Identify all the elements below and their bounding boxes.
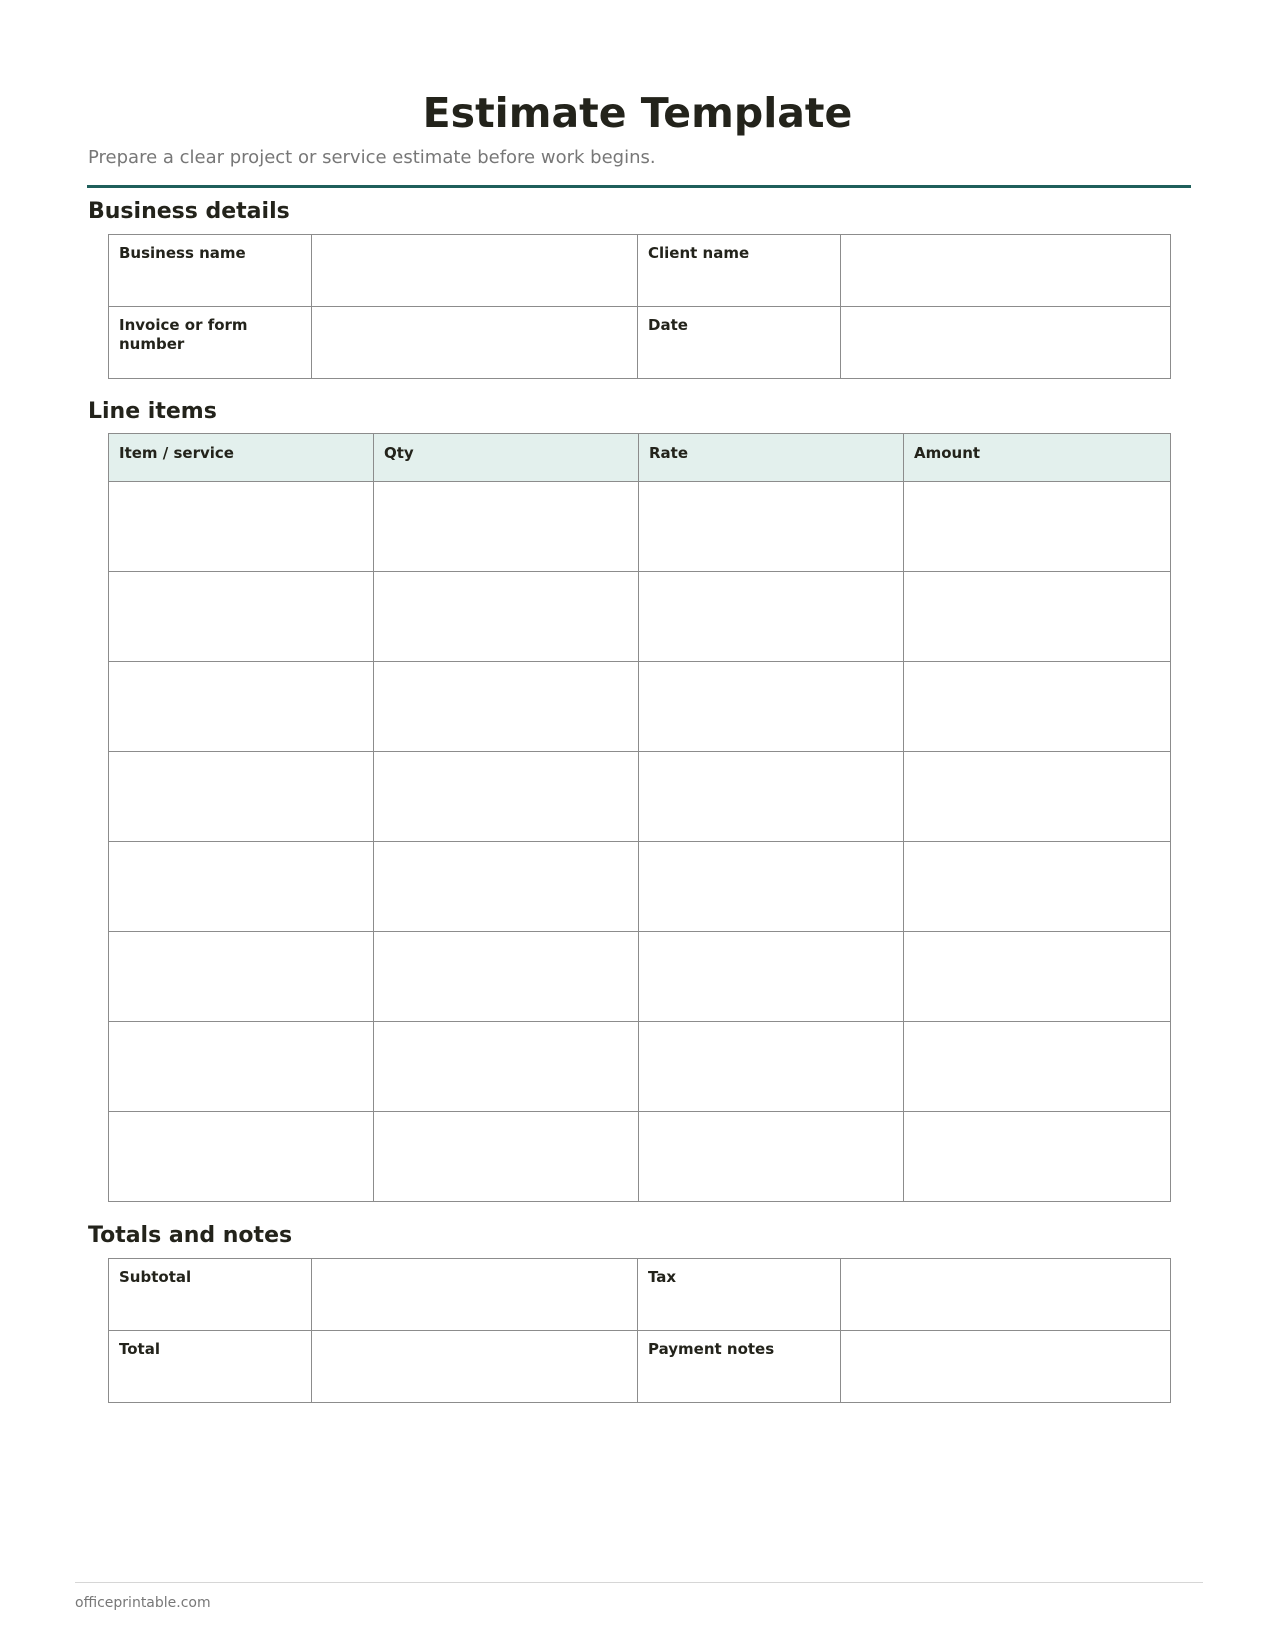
totals-table bbox=[108, 1258, 1171, 1403]
business-name-label: Business name bbox=[109, 235, 312, 307]
column-header-amount: Amount bbox=[904, 434, 1171, 482]
business-name-field[interactable] bbox=[312, 235, 638, 307]
title-divider bbox=[87, 185, 1191, 188]
item-cell[interactable] bbox=[109, 1112, 374, 1202]
line-items-table bbox=[108, 433, 1171, 1202]
qty-cell[interactable] bbox=[374, 572, 639, 662]
column-header-item: Item / service bbox=[109, 434, 374, 482]
rate-cell[interactable] bbox=[639, 752, 904, 842]
amount-cell[interactable] bbox=[904, 842, 1171, 932]
total-label: Total bbox=[109, 1331, 312, 1403]
amount-cell[interactable] bbox=[904, 752, 1171, 842]
qty-cell[interactable] bbox=[374, 932, 639, 1022]
qty-cell[interactable] bbox=[374, 1022, 639, 1112]
table-row bbox=[109, 662, 1171, 752]
footer-divider bbox=[75, 1582, 1203, 1583]
client-name-label: Client name bbox=[638, 235, 841, 307]
totals-row bbox=[109, 1259, 1171, 1331]
subtotal-field[interactable] bbox=[312, 1259, 638, 1331]
subtotal-label: Subtotal bbox=[109, 1259, 312, 1331]
rate-cell[interactable] bbox=[639, 1022, 904, 1112]
line-items-header-row bbox=[109, 434, 1171, 482]
line-items-heading: Line items bbox=[88, 399, 217, 424]
amount-cell[interactable] bbox=[904, 1022, 1171, 1112]
invoice-number-field[interactable] bbox=[312, 307, 638, 379]
table-row bbox=[109, 842, 1171, 932]
qty-cell[interactable] bbox=[374, 752, 639, 842]
item-cell[interactable] bbox=[109, 572, 374, 662]
item-cell[interactable] bbox=[109, 932, 374, 1022]
amount-cell[interactable] bbox=[904, 572, 1171, 662]
rate-cell[interactable] bbox=[639, 842, 904, 932]
totals-heading: Totals and notes bbox=[88, 1223, 293, 1248]
total-field[interactable] bbox=[312, 1331, 638, 1403]
column-header-rate: Rate bbox=[639, 434, 904, 482]
page-subtitle: Prepare a clear project or service estimate before work begins. bbox=[88, 147, 656, 168]
business-details-table bbox=[108, 234, 1171, 379]
item-cell[interactable] bbox=[109, 482, 374, 572]
item-cell[interactable] bbox=[109, 662, 374, 752]
date-field[interactable] bbox=[841, 307, 1171, 379]
table-row bbox=[109, 1022, 1171, 1112]
tax-field[interactable] bbox=[841, 1259, 1171, 1331]
rate-cell[interactable] bbox=[639, 572, 904, 662]
rate-cell[interactable] bbox=[639, 482, 904, 572]
business-details-row bbox=[109, 307, 1171, 379]
rate-cell[interactable] bbox=[639, 932, 904, 1022]
amount-cell[interactable] bbox=[904, 1112, 1171, 1202]
business-details-row bbox=[109, 235, 1171, 307]
qty-cell[interactable] bbox=[374, 1112, 639, 1202]
table-row bbox=[109, 752, 1171, 842]
qty-cell[interactable] bbox=[374, 482, 639, 572]
table-row bbox=[109, 572, 1171, 662]
totals-row bbox=[109, 1331, 1171, 1403]
qty-cell[interactable] bbox=[374, 662, 639, 752]
invoice-number-label: Invoice or form number bbox=[109, 307, 312, 379]
client-name-field[interactable] bbox=[841, 235, 1171, 307]
payment-notes-field[interactable] bbox=[841, 1331, 1171, 1403]
rate-cell[interactable] bbox=[639, 1112, 904, 1202]
rate-cell[interactable] bbox=[639, 662, 904, 752]
tax-label: Tax bbox=[638, 1259, 841, 1331]
date-label: Date bbox=[638, 307, 841, 379]
amount-cell[interactable] bbox=[904, 932, 1171, 1022]
payment-notes-label: Payment notes bbox=[638, 1331, 841, 1403]
amount-cell[interactable] bbox=[904, 662, 1171, 752]
column-header-qty: Qty bbox=[374, 434, 639, 482]
page-title: Estimate Template bbox=[422, 89, 853, 137]
item-cell[interactable] bbox=[109, 1022, 374, 1112]
table-row bbox=[109, 932, 1171, 1022]
footer-source: officeprintable.com bbox=[75, 1595, 211, 1611]
table-row bbox=[109, 482, 1171, 572]
amount-cell[interactable] bbox=[904, 482, 1171, 572]
business-details-heading: Business details bbox=[88, 199, 290, 224]
table-row bbox=[109, 1112, 1171, 1202]
qty-cell[interactable] bbox=[374, 842, 639, 932]
item-cell[interactable] bbox=[109, 752, 374, 842]
item-cell[interactable] bbox=[109, 842, 374, 932]
